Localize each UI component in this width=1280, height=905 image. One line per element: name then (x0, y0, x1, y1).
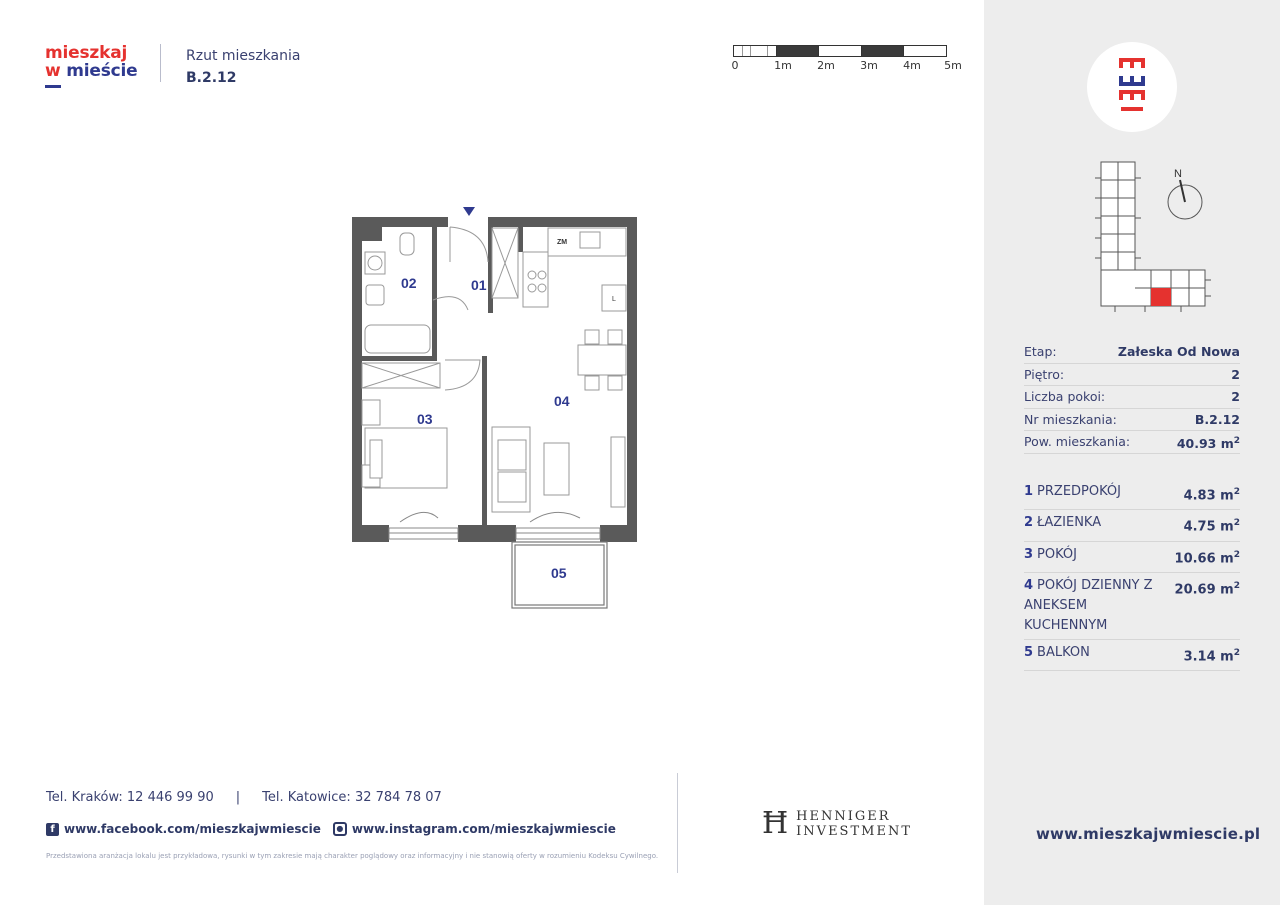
investor-logo (762, 806, 912, 841)
entry-door (450, 227, 488, 262)
room-row (1024, 573, 1240, 640)
washer-drum (368, 256, 382, 270)
bathtub (365, 325, 430, 353)
room-label-03: 03 (417, 411, 433, 427)
header-divider (160, 44, 161, 82)
info-label: Pow. mieszkania: (1024, 434, 1131, 449)
kitchen-sink (580, 232, 600, 248)
kitchen-counter (523, 252, 548, 307)
chair (608, 376, 622, 390)
sofa-cushion (498, 472, 526, 502)
room-area: 10.66 $m^2$ (1174, 549, 1240, 566)
brand-underline (45, 85, 61, 88)
scale-label: 4m (903, 59, 921, 72)
scale-label: 3m (860, 59, 878, 72)
social-links (46, 822, 616, 836)
info-label: Etap: (1024, 344, 1057, 359)
footer-divider (677, 773, 678, 873)
coffee-table (544, 443, 569, 495)
stove-burner (528, 284, 536, 292)
entrance-marker (463, 207, 475, 216)
website-link[interactable]: www.mieszkajwmiescie.pl (1036, 825, 1261, 843)
key-building (1101, 162, 1205, 306)
living-furniture (492, 228, 626, 512)
sink (366, 285, 384, 305)
scale-seg-3 (862, 46, 905, 56)
chair (585, 330, 599, 344)
room-number: 2 (1024, 515, 1034, 531)
info-area: 40.93 m (1176, 436, 1234, 452)
info-row (1024, 409, 1240, 432)
stove-burner (538, 284, 546, 292)
brand-line2-rest: mieście (66, 61, 138, 81)
room-number: 1 (1024, 484, 1034, 499)
plan-code: B.2.12 (186, 70, 237, 86)
room-name: PRZEDPOKÓJ (1037, 484, 1122, 499)
wall (482, 356, 487, 526)
info-label: Liczba pokoi: (1024, 389, 1106, 404)
room-name: POKÓJ (1037, 546, 1077, 562)
bathroom-door (433, 297, 468, 310)
scale-label: 1m (774, 59, 792, 72)
facebook-icon[interactable]: f (46, 823, 59, 836)
disclaimer: Przedstawiona aranżacja lokalu jest przykładowa, rysunki w tym zakresie mają charakter poglądowy oraz informacyjny i nie stanowią oferty w rozumieniu Kodeksu Cywilnego. (46, 852, 659, 860)
plan-header (186, 48, 300, 86)
info-value: B.2.12 (1194, 411, 1240, 427)
wall (352, 525, 389, 542)
info-value (1177, 431, 1240, 453)
room-row (1024, 542, 1240, 573)
compass-needle (1180, 180, 1185, 202)
info-row (1024, 431, 1240, 454)
room-label-04: 04 (554, 393, 570, 409)
instagram-link[interactable]: www.instagram.com/mieszkajwmiescie (351, 822, 616, 836)
room-list (1024, 479, 1240, 671)
room-door (445, 360, 480, 390)
room-label-02: 02 (401, 275, 417, 291)
room-row (1024, 640, 1240, 671)
brand-line1: mieszkaj (45, 43, 128, 63)
scale-bar (731, 45, 962, 73)
wall (518, 227, 523, 252)
apartment-info (1024, 341, 1240, 454)
stove-burner (538, 271, 546, 279)
floor-plan (340, 200, 650, 620)
investor-line2: INVESTMENT (796, 823, 912, 839)
info-value: 2 (1231, 366, 1240, 382)
chair (585, 376, 599, 390)
bathroom-fixtures (365, 233, 430, 353)
investor-name (796, 809, 912, 839)
compass-north-label: N (1174, 168, 1182, 180)
wall (352, 217, 362, 542)
brand-logo (45, 44, 137, 88)
window-swing (530, 512, 580, 522)
scale-label: 0 (731, 59, 739, 72)
scale-seg-0 (734, 46, 777, 56)
scale-label: 5m (944, 59, 962, 72)
wall (362, 227, 382, 241)
brand-line2 (45, 62, 137, 80)
room-area: 20.69 $m^2$ (1174, 580, 1240, 598)
doors (433, 227, 488, 390)
scale-segments (733, 45, 947, 57)
room-name: BALKON (1037, 644, 1090, 660)
info-row (1024, 341, 1240, 364)
investor-line1: HENNIGER (796, 808, 891, 824)
chair (608, 330, 622, 344)
room-name: POKÓJ DZIENNY Z ANEKSEM KUCHENNYM (1024, 577, 1153, 633)
room-number: 3 (1024, 546, 1034, 562)
pillow (370, 440, 382, 478)
wall (432, 227, 437, 357)
info-value: 2 (1231, 389, 1240, 404)
tv-unit (611, 437, 625, 507)
brand-mark-circle (1087, 42, 1177, 132)
room-name: ŁAZIENKA (1037, 515, 1102, 531)
building-key-plan (1085, 158, 1225, 318)
key-apartment-highlight (1151, 288, 1171, 306)
phone-krakow[interactable]: Tel. Kraków: 12 446 99 90 (46, 790, 214, 805)
facebook-link[interactable]: www.facebook.com/mieszkajwmiescie (64, 822, 321, 836)
wall (352, 217, 448, 227)
contact-separator: | (235, 790, 241, 805)
room-number: 4 (1024, 577, 1034, 593)
info-row (1024, 364, 1240, 387)
info-value: Załeska Od Nowa (1117, 344, 1240, 359)
stove-burner (528, 271, 536, 279)
room-area: 3.14 $m^2$ (1183, 647, 1240, 665)
scale-seg-1 (777, 46, 820, 56)
scale-seg-2 (819, 46, 862, 56)
wall (600, 525, 637, 542)
toilet (400, 233, 414, 255)
room-row (1024, 510, 1240, 541)
brand-w: w (45, 61, 61, 81)
wall (488, 217, 637, 227)
scale-label: 2m (817, 59, 835, 72)
instagram-icon[interactable]: ● (333, 822, 347, 836)
info-label: Nr mieszkania: (1024, 411, 1117, 427)
wall (362, 356, 437, 361)
investor-monogram-icon: Ħ (762, 806, 789, 841)
zm-label: ZM (557, 239, 568, 246)
dining-table (578, 345, 626, 375)
phone-katowice[interactable]: Tel. Katowice: 32 784 78 07 (262, 790, 442, 805)
brand-mark-icon (1087, 42, 1177, 132)
scale-seg-4 (904, 46, 946, 56)
room-number: 5 (1024, 644, 1034, 660)
wall (458, 525, 516, 542)
nightstand (362, 400, 380, 425)
bedroom-furniture (362, 363, 447, 488)
wall (627, 217, 637, 542)
room-row (1024, 479, 1240, 510)
info-row (1024, 386, 1240, 409)
scale-labels (731, 59, 962, 73)
info-area-unit-exp: 2 (1233, 436, 1240, 446)
sofa-cushion (498, 440, 526, 470)
contact-line (46, 790, 442, 805)
window-swing (400, 512, 438, 522)
room-area: 4.75 $m^2$ (1183, 518, 1240, 535)
room-label-01: 01 (471, 277, 487, 293)
plan-title: Rzut mieszkania (186, 48, 301, 64)
l-label: L (612, 296, 616, 303)
room-label-05: 05 (551, 565, 567, 581)
room-area: 4.83 $m^2$ (1183, 487, 1240, 504)
info-label: Piętro: (1024, 366, 1065, 382)
